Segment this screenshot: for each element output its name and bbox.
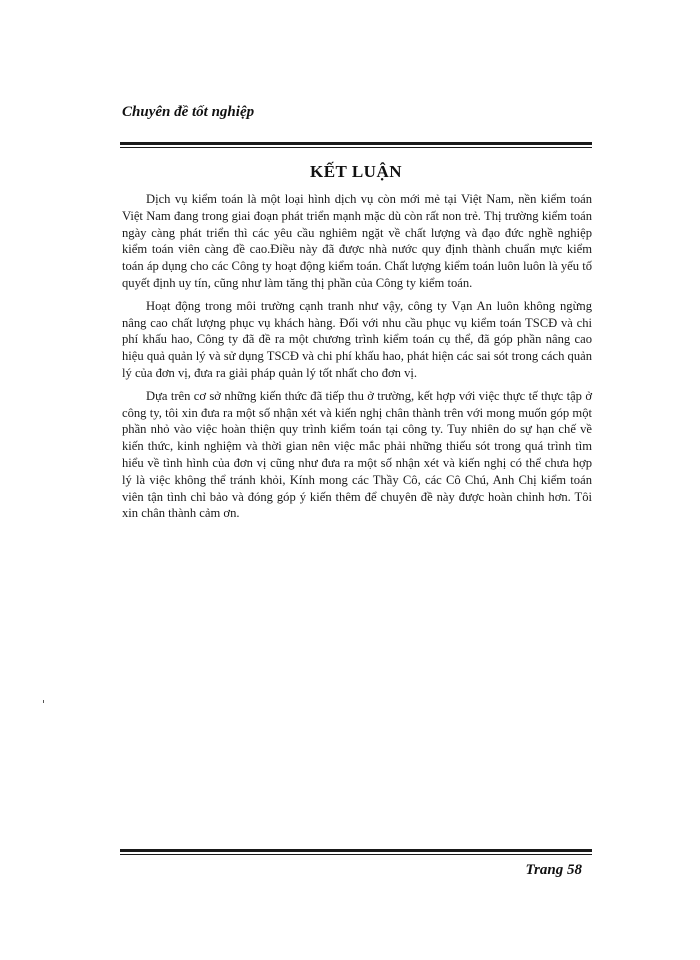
header-title: Chuyên đề tốt nghiệp xyxy=(122,104,255,120)
header-rule-thick xyxy=(120,142,592,145)
header-rule-thin xyxy=(120,147,592,148)
paragraph-1: Dịch vụ kiểm toán là một loại hình dịch vụ còn mới mẻ tại Việt Nam, nền kiểm toán Việt Nam đang trong giai đoạn phát triển mạnh mặc dù còn rất non trẻ. Thị trường kiểm toán ngày càng phát triển thì các yêu cầu nghiêm ngặt về chất lượng và đạo đức nghề nghiệp kiểm toán viên càng đề cao.Điều này đã được nhà nước quy định thành chuẩn mực kiểm toán áp dụng cho các Công ty hoạt động kiểm toán. Chất lượng kiểm toán luôn luôn là yếu tố quyết định uy tín, cũng như làm tăng thị phần của Công ty kiểm toán. xyxy=(122,192,592,290)
body-text xyxy=(122,191,592,528)
paragraph-3: Dựa trên cơ sở những kiến thức đã tiếp thu ở trường, kết hợp với việc thực tế thực tập ở công ty, tôi xin đưa ra một số nhận xét và kiến nghị chân thành trên với mong muốn góp một phần nhỏ vào việc hoàn thiện quy trình kiểm toán tại công ty. Tuy nhiên do sự hạn chế về kiến thức, kinh nghiệm và thời gian nên việc mắc phải những thiếu sót trong quá trình tìm hiểu về tình hình của đơn vị cũng như đưa ra một số nhận xét và kiến nghị có thể chưa hợp lý là việc không thể tránh khỏi, Kính mong các Thầy Cô, các Cô Chú, Anh Chị kiểm toán viên tận tình chỉ bảo và đóng góp ý kiến thêm để chuyên đề này được hoàn chỉnh hơn. Tôi xin chân thành cảm ơn. xyxy=(122,388,592,521)
scan-speck xyxy=(43,700,44,703)
page-number: Trang 58 xyxy=(525,862,582,878)
section-heading: KẾT LUẬN xyxy=(309,162,402,181)
footer-rule-thick xyxy=(120,849,592,852)
footer-rule-thin xyxy=(120,854,592,855)
paragraph-2: Hoạt động trong môi trường cạnh tranh như vậy, công ty Vạn An luôn không ngừng nâng cao chất lượng phục vụ khách hàng. Đối với nhu cầu phục vụ kiểm toán TSCĐ và chi phí khấu hao, Công ty đã đề ra một chương trình kiểm toán cụ thể, đã góp phần nâng cao hiệu quả quản lý và sử dụng TSCĐ và chi phí khấu hao, phát hiện các sai sót trong cách quản lý của đơn vị, đưa ra giải pháp quản lý tốt nhất cho đơn vị. xyxy=(122,298,593,380)
